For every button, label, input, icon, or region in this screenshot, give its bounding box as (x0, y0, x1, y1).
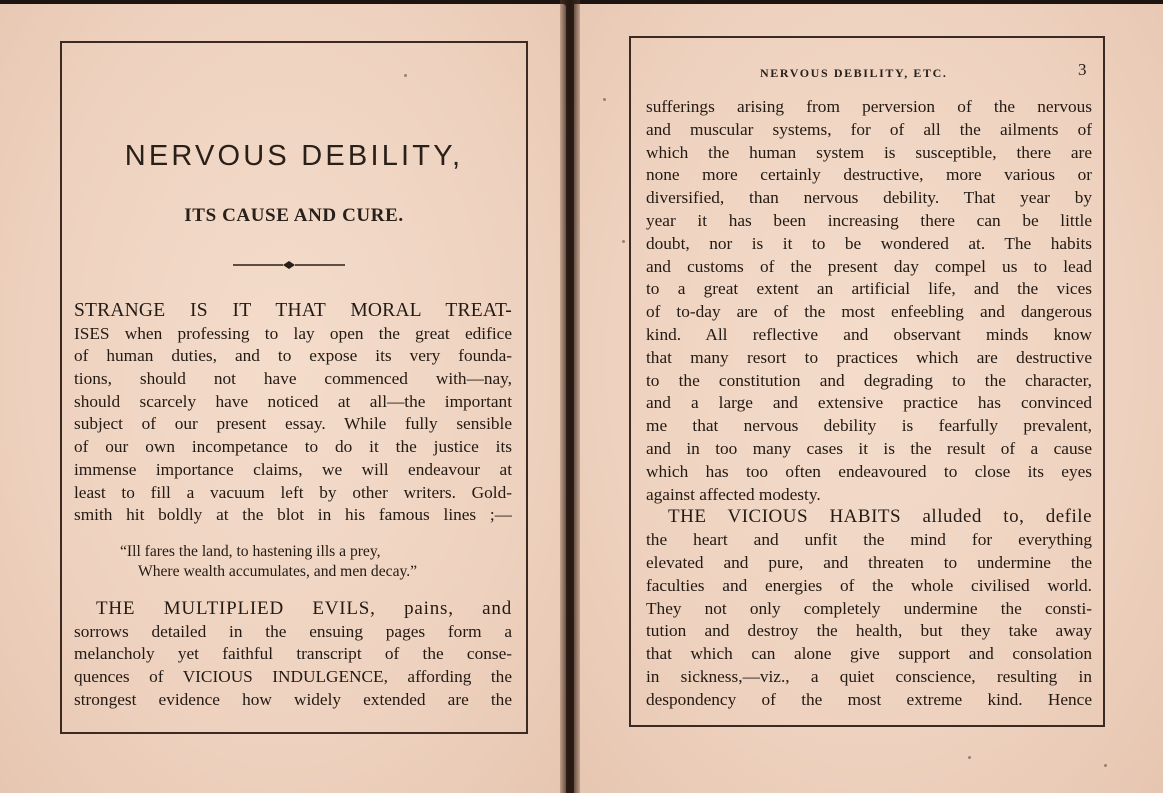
paper-speck (622, 240, 625, 243)
text-line: the heart and unfit the mind for everything (646, 530, 1092, 550)
text-line: subject of our present essay. While fully sensible (74, 414, 512, 434)
text-line: strongest evidence how widely extended are the (74, 689, 512, 709)
text-line: They not only completely undermine the consti- (646, 598, 1092, 618)
text-line: to the constitution and degrading to the character, (646, 370, 1092, 390)
text-line: least to fill a vacuum left by other writers. Gold- (74, 482, 512, 502)
text-line: against affected modesty. (646, 484, 821, 504)
text-line: and muscular systems, for of all the ailments of (646, 119, 1092, 139)
text-line: should scarcely have noticed at all—the important (74, 391, 512, 411)
text-line: despondency of the most extreme kind. Hence (646, 689, 1092, 709)
text-line: ISES when professing to lay open the great edifice (74, 323, 512, 343)
text-line: smith hit boldly at the blot in his famous lines ;— (74, 505, 512, 525)
running-head: NERVOUS DEBILITY, ETC. (760, 66, 948, 80)
text-line: melancholy yet faithful transcript of the conse- (74, 644, 512, 664)
text-line: quences of VICIOUS INDULGENCE, affording the (74, 667, 512, 687)
text-line: tution and destroy the health, but they take away (646, 621, 1092, 641)
page-number: 3 (1078, 60, 1087, 79)
text-line: tions, should not have commenced with—nay, (74, 369, 512, 389)
quote-line: “Ill fares the land, to hastening ills a prey, (120, 543, 381, 560)
paper-speck (404, 74, 407, 77)
paper-speck (603, 98, 606, 101)
paper-speck (1104, 764, 1107, 767)
text-line: faculties and energies of the whole civilised world. (646, 575, 1092, 595)
text-line: and in too many cases it is the result of a cause (646, 438, 1092, 458)
rule-with-diamond-icon (233, 258, 345, 272)
text-line: of to-day are of the most enfeebling and dangerous (646, 302, 1092, 322)
text-line: that which can alone give support and consolation (646, 644, 1092, 664)
text-line: which has too often endeavoured to close its eyes (646, 461, 1092, 481)
text-line: in sickness,—viz., a quiet conscience, resulting in (646, 666, 1092, 686)
second-paragraph (74, 598, 512, 711)
text-line: of human duties, and to expose its very founda- (74, 346, 512, 366)
text-line: of our own incompetance to do it the justice its (74, 437, 512, 457)
text-line: STRANGE IS IT THAT MORAL TREAT- (74, 300, 512, 321)
text-line: year it has been increasing there can be little (646, 210, 1092, 230)
text-line: to a great extent an artificial life, and the vices (646, 279, 1092, 299)
verse-quote (120, 542, 510, 582)
text-line: doubt, nor is it to be wondered at. The habits (646, 233, 1092, 253)
text-line: and a large and extensive practice has convinced (646, 393, 1092, 413)
body-text (646, 96, 1092, 712)
text-line: sufferings arising from perversion of the nervous (646, 97, 1092, 116)
text-line: that many resort to practices which are destructive (646, 347, 1092, 367)
text-line: none more certainly destructive, more various or (646, 165, 1092, 185)
text-line: immense importance claims, we will endeavour at (74, 459, 512, 479)
paper-speck (968, 756, 971, 759)
text-line: elevated and pure, and threaten to undermine the (646, 552, 1092, 572)
text-line: diversified, than nervous debility. That year by (646, 188, 1092, 208)
text-line: which the human system is susceptible, there are (646, 142, 1092, 162)
text-line: THE VICIOUS HABITS alluded to, defile (668, 506, 1092, 528)
page-subtitle: ITS CAUSE AND CURE. (184, 205, 404, 226)
page-title: NERVOUS DEBILITY, (124, 140, 464, 172)
text-line: THE MULTIPLIED EVILS, pains, and (96, 598, 512, 619)
text-line: and customs of the present day compel us to lead (646, 256, 1092, 276)
text-line: me that nervous debility is fearfully prevalent, (646, 416, 1092, 436)
text-line: kind. All reflective and observant minds know (646, 324, 1092, 344)
text-line: sorrows detailed in the ensuing pages form a (74, 621, 512, 641)
quote-line: Where wealth accumulates, and men decay.” (138, 563, 418, 580)
intro-paragraph (74, 300, 512, 527)
